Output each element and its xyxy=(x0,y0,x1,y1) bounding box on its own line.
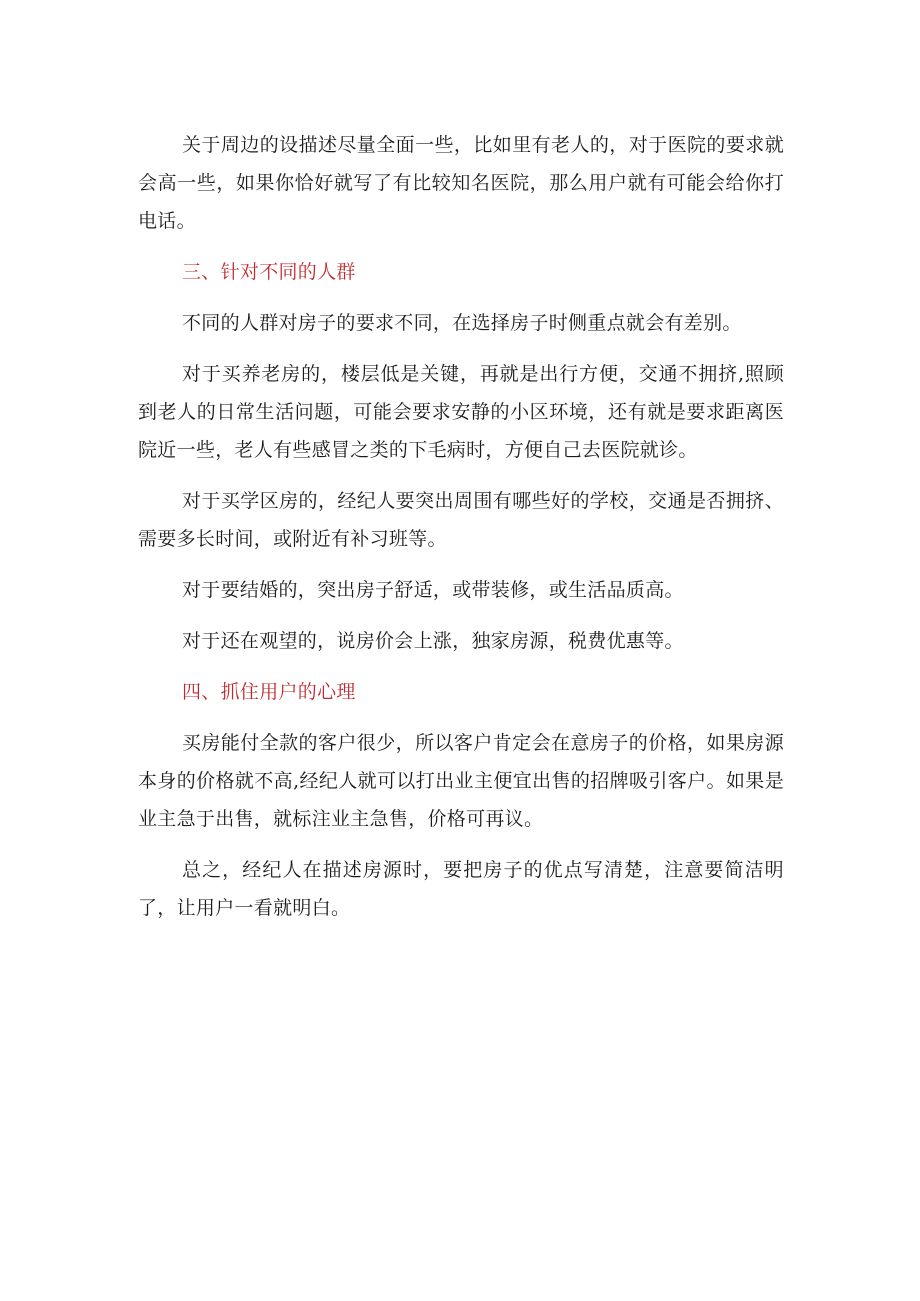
paragraph-different-groups: 不同的人群对房子的要求不同，在选择房子时侧重点就会有差别。 xyxy=(182,312,742,334)
section-heading-4: 四、抓住用户的心理 xyxy=(182,681,356,703)
paragraph-school-district: 对于买学区房的，经纪人要突出周围有哪些好的学校，交通是否拥挤、需要多长时间，或附近有补习班等。 xyxy=(138,490,784,550)
paragraph-surroundings: 关于周边的设描述尽量全面一些，比如里有老人的，对于医院的要求就会高一些，如果你恰好就写了有比较知名医院，那么用户就有可能会给你打电话。 xyxy=(138,134,784,232)
paragraph-retirement-home: 对于买养老房的，楼层低是关键，再就是出行方便，交通不拥挤,照顾到老人的日常生活问题，可能会要求安静的小区环境，还有就是要求距离医院近一些，老人有些感冒之类的下毛病时，方便自己去医院就诊。 xyxy=(138,363,784,461)
paragraph-conclusion: 总之，经纪人在描述房源时，要把房子的优点写清楚，注意要简洁明了，让用户一看就明白。 xyxy=(138,859,784,919)
paragraph-user-psychology: 买房能付全款的客户很少，所以客户肯定会在意房子的价格，如果房源本身的价格就不高,经纪人就可以打出业主便宜出售的招牌吸引客户。如果是业主急于出售，就标注业主急售，价格可再议。 xyxy=(138,732,784,830)
paragraph-marriage: 对于要结婚的，突出房子舒适，或带装修，或生活品质高。 xyxy=(182,579,684,601)
paragraph-wait-and-see: 对于还在观望的，说房价会上涨，独家房源，税费优惠等。 xyxy=(182,630,684,652)
document-body xyxy=(138,126,784,940)
section-heading-3: 三、针对不同的人群 xyxy=(182,261,356,283)
